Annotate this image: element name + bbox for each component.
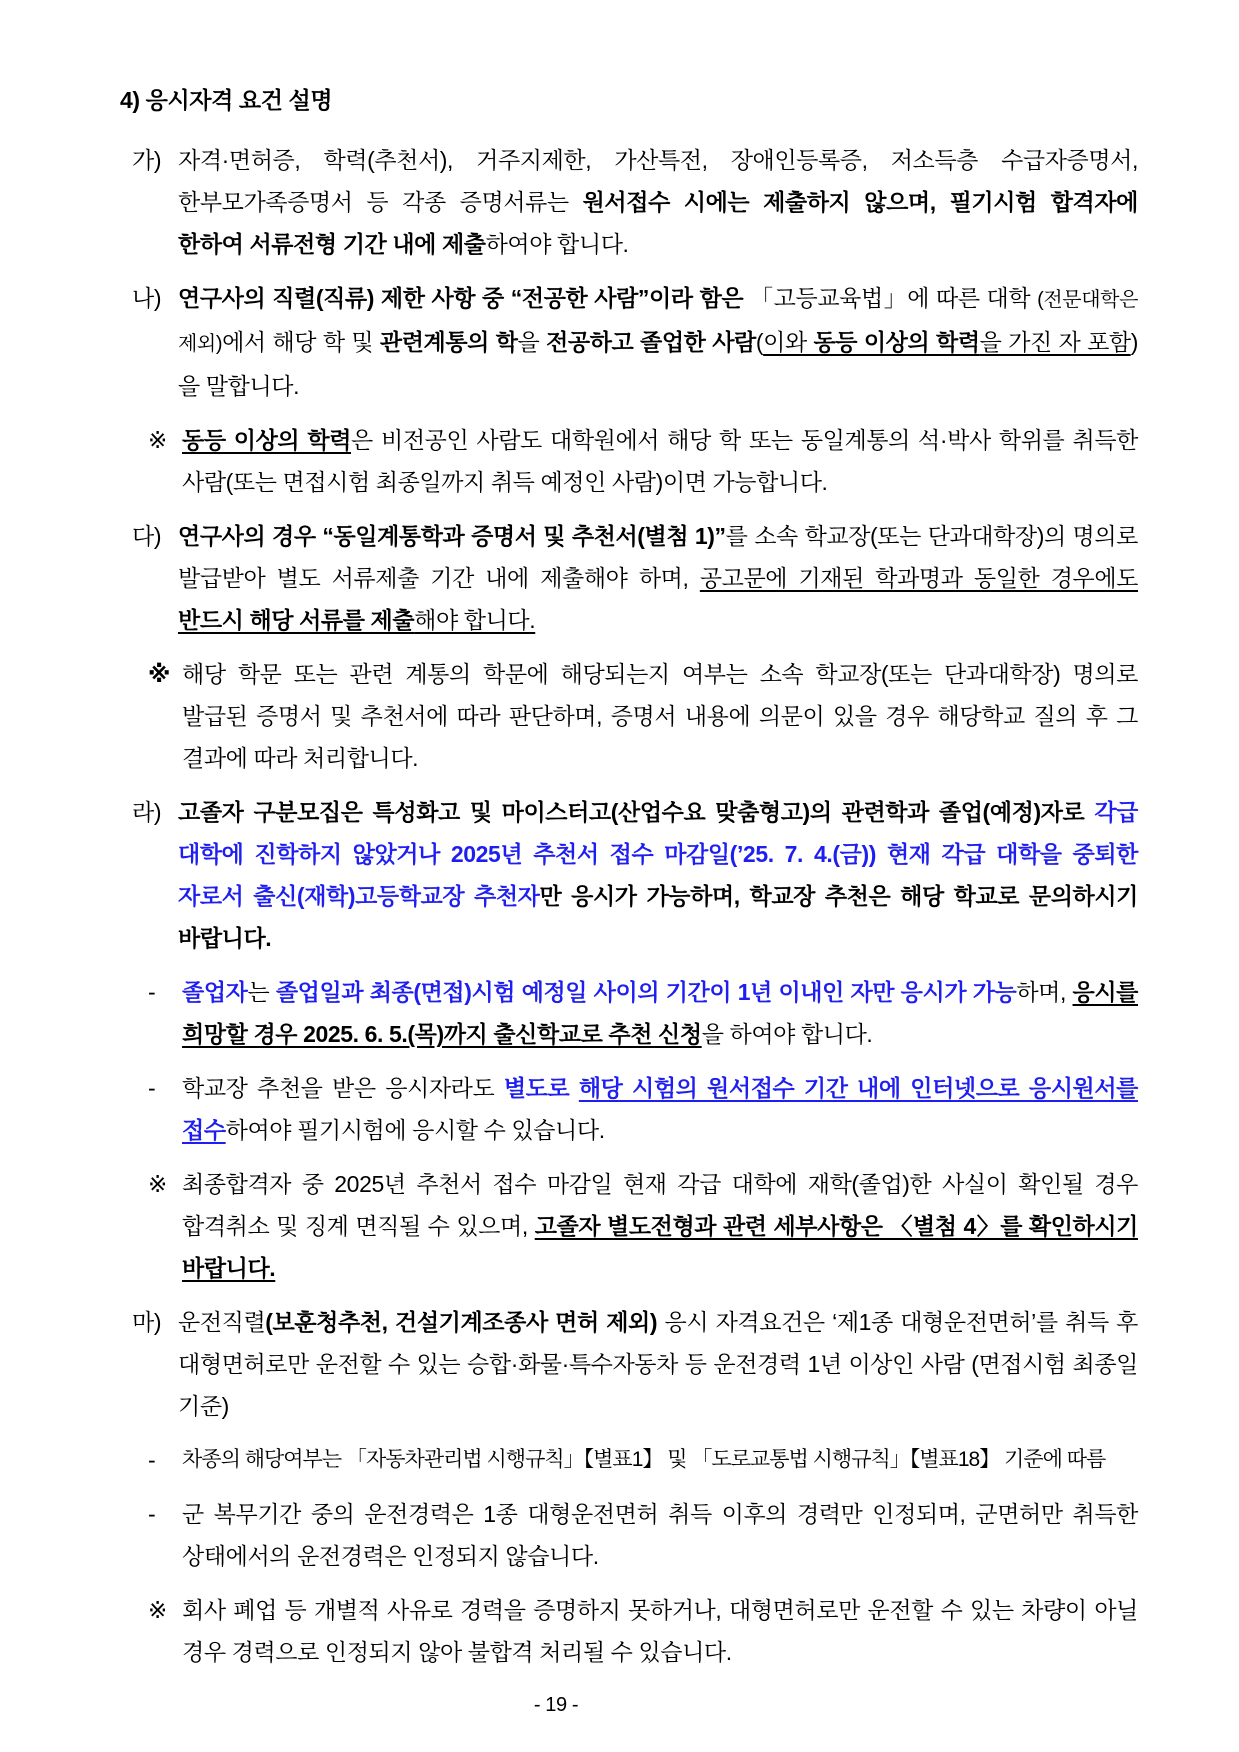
sub-text [182, 1493, 1138, 1577]
sub-paragraph [0, 419, 1239, 503]
text-run: (보훈청추천, 건설기계조종사 면허 제외) [265, 1309, 658, 1335]
note-marker: ※ [148, 1171, 167, 1197]
section-marker: 다) [132, 523, 162, 549]
section-marker: 가) [132, 147, 162, 173]
text-run: 회사 폐업 등 개별적 사유로 경력을 증명하지 못하거나, 대형면허로만 운전할 수 있는 차량이 아닐 경우 경력으로 인정되지 않아 불합격 처리될 수 있습니다. [182, 1597, 1138, 1665]
sub-paragraph [0, 1589, 1239, 1673]
section-text [178, 515, 1138, 641]
section-text [178, 1301, 1138, 1427]
section-paragraph [0, 791, 1239, 959]
page-number: - 19 - [533, 1694, 579, 1716]
text-run: 별도로 [503, 1075, 579, 1101]
note-marker: ※ [148, 1597, 167, 1623]
text-run: ( [755, 329, 764, 355]
dash-marker: - [148, 1501, 156, 1527]
text-run: 응시를 희망할 경우 2025. 6. 5.(목)까지 출신학교로 추천 신청 [182, 979, 1138, 1047]
section-marker: 나) [132, 285, 162, 311]
text-run: 공고문에 기재된 학과명과 동일한 경우에도 [699, 565, 1138, 591]
requirements-body [0, 139, 1239, 1673]
text-run: 하며, [1016, 979, 1073, 1005]
section-paragraph [0, 1301, 1239, 1427]
text-run: 에서 해당 학 및 [222, 329, 380, 355]
text-run: 만 응시가 가능하며, 학교장 추천은 해당 학교로 문의하시기 바랍니다. [178, 883, 1138, 951]
text-run: 「고등교육법」에 따른 대학 [743, 285, 1038, 311]
sub-text [182, 653, 1138, 779]
sub-text [182, 1163, 1138, 1289]
text-run: 동등 이상의 학력 [813, 329, 980, 355]
text-run: 연구사의 경우 “동일계통학과 증명서 및 추천서(별첨 1)” [178, 523, 726, 549]
sub-paragraph [0, 653, 1239, 779]
section-paragraph [0, 515, 1239, 641]
dash-marker: - [148, 1075, 156, 1101]
text-run: 응시 자격요건은 ‘제1종 대형운전면허’를 취득 후 대형면허로만 운전할 수 있는 승합·화물·특수자동차 등 운전경력 1년 이상인 사람 (면접시험 최종일 기준) [178, 1309, 1138, 1419]
text-run: 졸업일과 최종(면접)시험 예정일 사이의 기간이 1년 이내인 자만 응시가 가능 [275, 979, 1017, 1005]
section-paragraph [0, 277, 1239, 407]
note-marker: ※ [148, 661, 170, 687]
sub-paragraph [0, 1067, 1239, 1151]
text-run: 고졸자 별도전형과 관련 세부사항은 〈별첨 4〉를 확인하시기 바랍니다. [182, 1213, 1138, 1281]
text-run: 연구사의 직렬(직류) 제한 사항 중 “전공한 사람”이라 함은 [178, 285, 744, 311]
section-text [178, 791, 1138, 959]
text-run: 동등 이상의 학력 [182, 427, 352, 453]
text-run: 전공하고 졸업한 사람 [546, 329, 756, 355]
dash-marker: - [148, 979, 156, 1005]
section-marker: 라) [132, 799, 162, 825]
sub-paragraph [0, 1493, 1239, 1577]
text-run: 을 [517, 329, 547, 355]
text-run: 을 가진 자 포함 [979, 329, 1131, 355]
dash-marker: - [148, 1447, 156, 1473]
note-marker: ※ [148, 427, 167, 453]
text-run: 해당 학문 또는 관련 계통의 학문에 해당되는지 여부는 소속 학교장(또는 단과대학장) 명의로 발급된 증명서 및 추천서에 따라 판단하며, 증명서 내용에 의문이 있을 경우 해당학교 질의 후 그 결과에 따라 처리합니다. [182, 661, 1138, 771]
sub-text [182, 1067, 1138, 1151]
text-run: 는 [247, 979, 276, 1005]
text-run: 관련계통의 학 [379, 329, 518, 355]
sub-text [182, 1439, 1138, 1481]
sub-paragraph [0, 971, 1239, 1055]
text-run: 하여야 필기시험에 응시할 수 있습니다. [225, 1117, 605, 1143]
text-run: 원서접수 시에는 제출하지 않으며, 필기시험 합격자에 한하여 서류전형 기간 내에 제출 [178, 189, 1138, 257]
text-run: 하여야 합니다. [485, 231, 629, 257]
text-run: 군 복무기간 중의 운전경력은 1종 대형운전면허 취득 이후의 경력만 인정되며, 군면허만 취득한 상태에서의 운전경력은 인정되지 않습니다. [182, 1501, 1138, 1569]
text-run: 은 비전공인 사람도 대학원에서 해당 학 또는 동일계통의 석·박사 학위를 취득한 사람(또는 면접시험 최종일까지 취득 예정인 사람)이면 가능합니다. [182, 427, 1138, 495]
sub-paragraph [0, 1439, 1239, 1481]
text-run: 각급 대학에 진학하지 않았거나 2025년 추천서 접수 마감일(’25. 7. 4.(금)) 현재 각급 대학을 중퇴한 자로서 출신(재학)고등학교장 추천자 [178, 799, 1138, 909]
text-run: 를 소속 학교장(또는 단과대학장)의 명의로 발급받아 별도 서류제출 기간 내에 제출해야 하며, [178, 523, 1138, 591]
sub-text [182, 1589, 1138, 1673]
text-run: 이와 [763, 329, 814, 355]
text-run: )을 말합니다. [178, 329, 1138, 399]
text-run: 최종합격자 중 2025년 추천서 접수 마감일 현재 각급 대학에 재학(졸업)한 사실이 확인될 경우 합격취소 및 징계 면직될 수 있으며, [182, 1171, 1138, 1239]
text-run: 을 하여야 합니다. [701, 1021, 873, 1047]
text-run: 졸업자 [182, 979, 248, 1005]
text-run: (전문대학은 제외) [178, 289, 1138, 355]
text-run: 운전직렬 [178, 1309, 266, 1335]
text-run: 자격·면허증, 학력(추천서), 거주지제한, 가산특전, 장애인등록증, 저소득층 수급자증명서, 한부모가족증명서 등 각종 증명서류는 [178, 147, 1138, 215]
section-heading: 4) 응시자격 요건 설명 [120, 87, 333, 113]
section-text [178, 277, 1138, 407]
section-marker: 마) [132, 1309, 162, 1335]
text-run: 해야 합니다. [414, 607, 536, 633]
text-run: 해당 시험의 원서접수 기간 내에 인터넷으로 응시원서를 접수 [182, 1075, 1138, 1143]
sub-paragraph [0, 1163, 1239, 1289]
text-run: 반드시 해당 서류를 제출 [178, 607, 415, 633]
text-run: 고졸자 구분모집은 특성화고 및 마이스터고(산업수요 맞춤형고)의 관련학과 졸업(예정)자로 [178, 799, 1095, 825]
section-text [178, 139, 1138, 265]
section-paragraph [0, 139, 1239, 265]
sub-text [182, 419, 1138, 503]
text-run: 학교장 추천을 받은 응시자라도 [182, 1075, 504, 1101]
text-run: 차종의 해당여부는 「자동차관리법 시행규칙」【별표1】 및 「도로교통법 시행규칙」【별표18】 기준에 따름 [182, 1448, 1106, 1471]
sub-text [182, 971, 1138, 1055]
